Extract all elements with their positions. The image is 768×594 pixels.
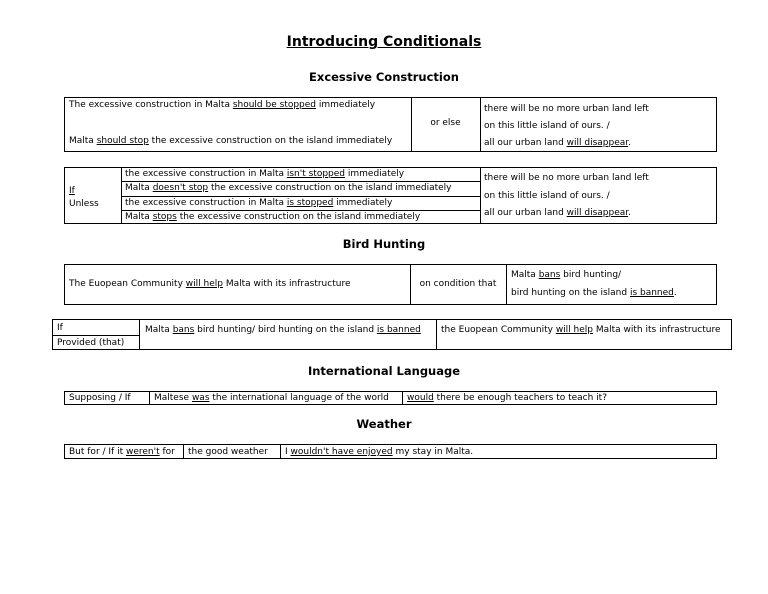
condition-text: The excessive construction in Malta should be stopped immediately <box>69 100 376 110</box>
table-excessive-construction-2 <box>64 167 717 224</box>
result-text: I wouldn't have enjoyed my stay in Malta. <box>285 447 474 457</box>
section-heading-international-language: International Language <box>307 364 461 378</box>
result-text: all our urban land will disappear. <box>484 138 632 148</box>
result-text: would there be enough teachers to teach it? <box>407 393 607 403</box>
result-text: on this little island of ours. / <box>484 191 610 201</box>
if-label: If <box>57 323 63 333</box>
connector-text: or else <box>430 118 461 128</box>
condition-text: bird hunting on the island is banned. <box>511 288 677 298</box>
result-text: on this little island of ours. / <box>484 121 610 131</box>
condition-text: Maltese was the international language of the world <box>154 393 389 403</box>
result-text: there will be no more urban land left <box>484 173 649 183</box>
condition-text: Malta bans bird hunting/ <box>511 270 622 280</box>
table-international-language <box>64 391 717 405</box>
section-heading-bird-hunting: Bird Hunting <box>342 237 426 251</box>
condition-label: Supposing / If <box>69 393 131 403</box>
result-text: the Euopean Community will help Malta with its infrastructure <box>441 325 721 335</box>
table-weather <box>64 444 717 459</box>
table-excessive-construction-1 <box>64 97 717 152</box>
condition-text: the good weather <box>188 447 268 457</box>
result-text: all our urban land will disappear. <box>484 208 632 218</box>
result-text: The Euopean Community will help Malta with its infrastructure <box>69 279 351 289</box>
page-title: Introducing Conditionals <box>286 34 482 50</box>
condition-text: Malta should stop the excessive construction on the island immediately <box>69 136 393 146</box>
if-label: If <box>69 186 75 196</box>
unless-label: Unless <box>69 199 99 209</box>
result-text: there will be no more urban land left <box>484 104 649 114</box>
condition-text: Malta doesn't stop the excessive construction on the island immediately <box>125 183 452 193</box>
section-heading-excessive-construction: Excessive Construction <box>309 70 459 84</box>
condition-text: the excessive construction in Malta is stopped immediately <box>125 198 393 208</box>
condition-label: But for / If it weren't for <box>69 447 175 457</box>
condition-text: the excessive construction in Malta isn't stopped immediately <box>125 169 405 179</box>
section-heading-weather: Weather <box>356 417 412 431</box>
condition-text: Malta bans bird hunting/ bird hunting on the island is banned <box>145 325 421 335</box>
table-bird-hunting-1 <box>64 264 717 305</box>
condition-text: Malta stops the excessive construction on the island immediately <box>125 212 421 222</box>
provided-label: Provided (that) <box>57 338 125 348</box>
table-bird-hunting-2 <box>52 319 732 350</box>
connector-text: on condition that <box>419 279 497 289</box>
